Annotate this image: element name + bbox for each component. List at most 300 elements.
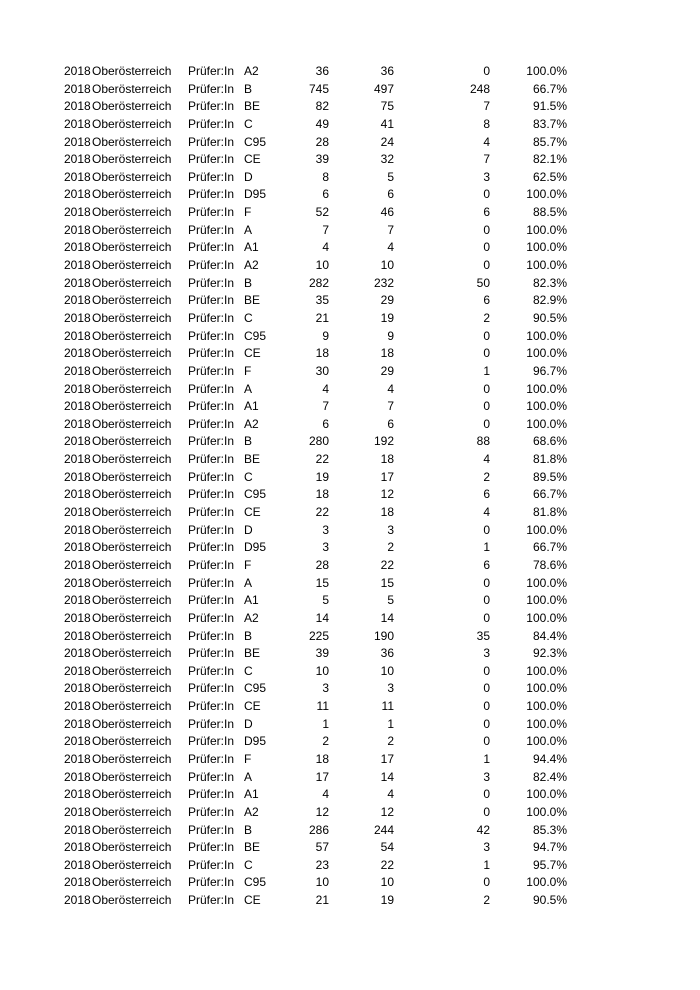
role-cell: Prüfer:In	[188, 699, 235, 714]
pass-rate-cell: 94.4%	[532, 751, 567, 766]
year-cell: 2018	[64, 822, 91, 837]
table-row	[0, 680, 700, 698]
year-cell: 2018	[64, 857, 91, 872]
total-cell: 10	[315, 875, 329, 890]
total-cell: 7	[322, 222, 329, 237]
license-class-cell: A2	[244, 610, 259, 625]
table-row	[0, 751, 700, 769]
year-cell: 2018	[64, 699, 91, 714]
passed-cell: 497	[373, 81, 394, 96]
table-row	[0, 522, 700, 540]
license-class-cell: BE	[244, 452, 261, 467]
year-cell: 2018	[64, 734, 91, 749]
table-row	[0, 769, 700, 787]
license-class-cell: A	[244, 222, 253, 237]
passed-cell: 14	[380, 769, 394, 784]
table-row	[0, 81, 700, 99]
pass-rate-cell: 83.7%	[532, 116, 567, 131]
license-class-cell: CE	[244, 346, 261, 361]
license-class-cell: A2	[244, 258, 259, 273]
total-cell: 10	[315, 663, 329, 678]
region-cell: Oberösterreich	[92, 310, 172, 325]
region-cell: Oberösterreich	[92, 205, 172, 220]
total-cell: 21	[315, 310, 329, 325]
table-row	[0, 874, 700, 892]
pass-rate-cell: 100.0%	[526, 64, 567, 78]
year-cell: 2018	[64, 557, 91, 572]
license-class-cell: BE	[244, 840, 261, 855]
year-cell: 2018	[64, 187, 91, 202]
total-cell: 282	[308, 275, 329, 290]
region-cell: Oberösterreich	[92, 505, 172, 520]
license-class-cell: A	[244, 769, 253, 784]
region-cell: Oberösterreich	[92, 363, 172, 378]
table-row	[0, 628, 700, 646]
table-row	[0, 222, 700, 240]
failed-cell: 1	[483, 857, 490, 872]
failed-cell: 0	[483, 610, 490, 625]
table-row	[0, 804, 700, 822]
table-row	[0, 663, 700, 681]
table-row	[0, 557, 700, 575]
failed-cell: 0	[483, 804, 490, 819]
failed-cell: 0	[483, 416, 490, 431]
license-class-cell: D	[244, 716, 253, 731]
license-class-cell: F	[244, 205, 252, 220]
region-cell: Oberösterreich	[92, 663, 172, 678]
license-class-cell: D95	[244, 187, 267, 202]
total-cell: 15	[315, 575, 329, 590]
region-cell: Oberösterreich	[92, 346, 172, 361]
role-cell: Prüfer:In	[188, 293, 235, 308]
pass-rate-cell: 84.4%	[532, 628, 567, 643]
license-class-cell: A	[244, 575, 253, 590]
role-cell: Prüfer:In	[188, 822, 235, 837]
license-class-cell: BE	[244, 646, 261, 661]
table-row	[0, 575, 700, 593]
total-cell: 22	[315, 452, 329, 467]
role-cell: Prüfer:In	[188, 628, 235, 643]
role-cell: Prüfer:In	[188, 81, 235, 96]
table-row	[0, 486, 700, 504]
license-class-cell: C	[244, 469, 253, 484]
total-cell: 5	[322, 593, 329, 608]
region-cell: Oberösterreich	[92, 840, 172, 855]
passed-cell: 5	[387, 169, 394, 184]
pass-rate-cell: 66.7%	[532, 81, 567, 96]
region-cell: Oberösterreich	[92, 187, 172, 202]
license-class-cell: A1	[244, 399, 259, 414]
license-class-cell: C95	[244, 681, 267, 696]
pass-rate-cell: 66.7%	[532, 487, 567, 502]
table-row	[0, 204, 700, 222]
year-cell: 2018	[64, 540, 91, 555]
passed-cell: 3	[387, 681, 394, 696]
pass-rate-cell: 100.0%	[526, 681, 567, 696]
total-cell: 39	[315, 152, 329, 167]
role-cell: Prüfer:In	[188, 152, 235, 167]
year-cell: 2018	[64, 310, 91, 325]
pass-rate-cell: 62.5%	[532, 169, 567, 184]
failed-cell: 2	[483, 469, 490, 484]
role-cell: Prüfer:In	[188, 205, 235, 220]
passed-cell: 4	[387, 381, 394, 396]
license-class-cell: A1	[244, 593, 259, 608]
failed-cell: 3	[483, 840, 490, 855]
total-cell: 4	[322, 240, 329, 255]
license-class-cell: C	[244, 663, 253, 678]
failed-cell: 88	[476, 434, 490, 449]
failed-cell: 1	[483, 540, 490, 555]
pass-rate-cell: 82.9%	[532, 293, 567, 308]
total-cell: 52	[315, 205, 329, 220]
pass-rate-cell: 78.6%	[532, 557, 567, 572]
passed-cell: 18	[380, 505, 394, 520]
region-cell: Oberösterreich	[92, 857, 172, 872]
total-cell: 12	[315, 804, 329, 819]
passed-cell: 2	[387, 734, 394, 749]
total-cell: 82	[315, 99, 329, 114]
year-cell: 2018	[64, 416, 91, 431]
failed-cell: 6	[483, 557, 490, 572]
year-cell: 2018	[64, 205, 91, 220]
year-cell: 2018	[64, 275, 91, 290]
failed-cell: 6	[483, 293, 490, 308]
passed-cell: 41	[380, 116, 394, 131]
year-cell: 2018	[64, 522, 91, 537]
table-row	[0, 433, 700, 451]
table-row	[0, 328, 700, 346]
region-cell: Oberösterreich	[92, 134, 172, 149]
passed-cell: 10	[380, 258, 394, 273]
role-cell: Prüfer:In	[188, 540, 235, 555]
table-row	[0, 645, 700, 663]
license-class-cell: C95	[244, 328, 267, 343]
failed-cell: 2	[483, 310, 490, 325]
total-cell: 8	[322, 169, 329, 184]
role-cell: Prüfer:In	[188, 310, 235, 325]
failed-cell: 0	[483, 681, 490, 696]
role-cell: Prüfer:In	[188, 169, 235, 184]
license-class-cell: CE	[244, 699, 261, 714]
total-cell: 28	[315, 557, 329, 572]
total-cell: 10	[315, 258, 329, 273]
table-row	[0, 151, 700, 169]
region-cell: Oberösterreich	[92, 293, 172, 308]
table-row	[0, 134, 700, 152]
region-cell: Oberösterreich	[92, 81, 172, 96]
role-cell: Prüfer:In	[188, 134, 235, 149]
total-cell: 3	[322, 681, 329, 696]
role-cell: Prüfer:In	[188, 434, 235, 449]
role-cell: Prüfer:In	[188, 187, 235, 202]
pass-rate-cell: 82.4%	[532, 769, 567, 784]
year-cell: 2018	[64, 328, 91, 343]
year-cell: 2018	[64, 81, 91, 96]
failed-cell: 0	[483, 381, 490, 396]
total-cell: 39	[315, 646, 329, 661]
region-cell: Oberösterreich	[92, 716, 172, 731]
year-cell: 2018	[64, 751, 91, 766]
year-cell: 2018	[64, 716, 91, 731]
role-cell: Prüfer:In	[188, 857, 235, 872]
region-cell: Oberösterreich	[92, 681, 172, 696]
passed-cell: 1	[387, 716, 394, 731]
table-row	[0, 186, 700, 204]
pass-rate-cell: 100.0%	[526, 875, 567, 890]
failed-cell: 0	[483, 240, 490, 255]
failed-cell: 1	[483, 751, 490, 766]
pass-rate-cell: 100.0%	[526, 610, 567, 625]
year-cell: 2018	[64, 399, 91, 414]
year-cell: 2018	[64, 452, 91, 467]
role-cell: Prüfer:In	[188, 258, 235, 273]
table-row	[0, 822, 700, 840]
failed-cell: 0	[483, 875, 490, 890]
pass-rate-cell: 100.0%	[526, 522, 567, 537]
role-cell: Prüfer:In	[188, 505, 235, 520]
pass-rate-cell: 85.3%	[532, 822, 567, 837]
license-class-cell: C	[244, 857, 253, 872]
region-cell: Oberösterreich	[92, 593, 172, 608]
pass-rate-cell: 96.7%	[532, 363, 567, 378]
region-cell: Oberösterreich	[92, 222, 172, 237]
region-cell: Oberösterreich	[92, 557, 172, 572]
region-cell: Oberösterreich	[92, 822, 172, 837]
pass-rate-cell: 100.0%	[526, 734, 567, 749]
license-class-cell: C95	[244, 875, 267, 890]
region-cell: Oberösterreich	[92, 734, 172, 749]
failed-cell: 6	[483, 487, 490, 502]
pass-rate-cell: 100.0%	[526, 575, 567, 590]
license-class-cell: B	[244, 434, 253, 449]
table-row	[0, 733, 700, 751]
table-row	[0, 716, 700, 734]
passed-cell: 5	[387, 593, 394, 608]
table-row	[0, 239, 700, 257]
passed-cell: 9	[387, 328, 394, 343]
role-cell: Prüfer:In	[188, 840, 235, 855]
passed-cell: 19	[380, 310, 394, 325]
passed-cell: 12	[380, 487, 394, 502]
year-cell: 2018	[64, 363, 91, 378]
total-cell: 19	[315, 469, 329, 484]
license-class-cell: CE	[244, 893, 261, 908]
failed-cell: 7	[483, 152, 490, 167]
role-cell: Prüfer:In	[188, 734, 235, 749]
failed-cell: 1	[483, 363, 490, 378]
region-cell: Oberösterreich	[92, 116, 172, 131]
table-row	[0, 857, 700, 875]
pass-rate-cell: 100.0%	[526, 258, 567, 273]
pass-rate-cell: 100.0%	[526, 699, 567, 714]
total-cell: 6	[322, 416, 329, 431]
license-class-cell: A2	[244, 64, 259, 78]
license-class-cell: A1	[244, 240, 259, 255]
role-cell: Prüfer:In	[188, 469, 235, 484]
role-cell: Prüfer:In	[188, 381, 235, 396]
role-cell: Prüfer:In	[188, 575, 235, 590]
passed-cell: 36	[380, 64, 394, 78]
passed-cell: 12	[380, 804, 394, 819]
pass-rate-cell: 100.0%	[526, 593, 567, 608]
passed-cell: 18	[380, 346, 394, 361]
pass-rate-cell: 100.0%	[526, 346, 567, 361]
region-cell: Oberösterreich	[92, 381, 172, 396]
role-cell: Prüfer:In	[188, 875, 235, 890]
total-cell: 9	[322, 328, 329, 343]
region-cell: Oberösterreich	[92, 275, 172, 290]
passed-cell: 54	[380, 840, 394, 855]
table-row	[0, 592, 700, 610]
year-cell: 2018	[64, 99, 91, 114]
region-cell: Oberösterreich	[92, 434, 172, 449]
failed-cell: 50	[476, 275, 490, 290]
region-cell: Oberösterreich	[92, 452, 172, 467]
total-cell: 3	[322, 540, 329, 555]
year-cell: 2018	[64, 469, 91, 484]
total-cell: 286	[308, 822, 329, 837]
role-cell: Prüfer:In	[188, 363, 235, 378]
failed-cell: 0	[483, 734, 490, 749]
region-cell: Oberösterreich	[92, 769, 172, 784]
passed-cell: 6	[387, 187, 394, 202]
region-cell: Oberösterreich	[92, 416, 172, 431]
table-row	[0, 363, 700, 381]
pass-rate-cell: 82.1%	[532, 152, 567, 167]
pass-rate-cell: 89.5%	[532, 469, 567, 484]
role-cell: Prüfer:In	[188, 769, 235, 784]
region-cell: Oberösterreich	[92, 99, 172, 114]
passed-cell: 2	[387, 540, 394, 555]
total-cell: 28	[315, 134, 329, 149]
table-row	[0, 504, 700, 522]
license-class-cell: D95	[244, 540, 267, 555]
pass-rate-cell: 100.0%	[526, 381, 567, 396]
pass-rate-cell: 92.3%	[532, 646, 567, 661]
pass-rate-cell: 68.6%	[532, 434, 567, 449]
license-class-cell: A	[244, 381, 253, 396]
passed-cell: 19	[380, 893, 394, 908]
license-class-cell: D95	[244, 734, 267, 749]
passed-cell: 22	[380, 557, 394, 572]
year-cell: 2018	[64, 169, 91, 184]
region-cell: Oberösterreich	[92, 469, 172, 484]
region-cell: Oberösterreich	[92, 540, 172, 555]
failed-cell: 248	[469, 81, 490, 96]
table-row	[0, 292, 700, 310]
passed-cell: 3	[387, 522, 394, 537]
total-cell: 22	[315, 505, 329, 520]
passed-cell: 15	[380, 575, 394, 590]
role-cell: Prüfer:In	[188, 751, 235, 766]
failed-cell: 0	[483, 716, 490, 731]
license-class-cell: D	[244, 522, 253, 537]
license-class-cell: BE	[244, 293, 261, 308]
table-row	[0, 257, 700, 275]
role-cell: Prüfer:In	[188, 663, 235, 678]
year-cell: 2018	[64, 487, 91, 502]
role-cell: Prüfer:In	[188, 452, 235, 467]
region-cell: Oberösterreich	[92, 646, 172, 661]
table-row	[0, 275, 700, 293]
license-class-cell: B	[244, 81, 253, 96]
license-class-cell: C95	[244, 487, 267, 502]
total-cell: 4	[322, 787, 329, 802]
pass-rate-cell: 94.7%	[532, 840, 567, 855]
total-cell: 280	[308, 434, 329, 449]
pass-rate-cell: 82.3%	[532, 275, 567, 290]
role-cell: Prüfer:In	[188, 399, 235, 414]
year-cell: 2018	[64, 152, 91, 167]
passed-cell: 14	[380, 610, 394, 625]
role-cell: Prüfer:In	[188, 557, 235, 572]
license-class-cell: CE	[244, 152, 261, 167]
failed-cell: 0	[483, 187, 490, 202]
role-cell: Prüfer:In	[188, 64, 235, 78]
total-cell: 17	[315, 769, 329, 784]
region-cell: Oberösterreich	[92, 575, 172, 590]
failed-cell: 4	[483, 505, 490, 520]
total-cell: 1	[322, 716, 329, 731]
pass-rate-cell: 81.8%	[532, 505, 567, 520]
pass-rate-cell: 91.5%	[532, 99, 567, 114]
pass-rate-cell: 90.5%	[532, 310, 567, 325]
failed-cell: 7	[483, 99, 490, 114]
license-class-cell: C95	[244, 134, 267, 149]
failed-cell: 0	[483, 787, 490, 802]
failed-cell: 42	[476, 822, 490, 837]
year-cell: 2018	[64, 434, 91, 449]
failed-cell: 4	[483, 452, 490, 467]
failed-cell: 4	[483, 134, 490, 149]
failed-cell: 0	[483, 222, 490, 237]
passed-cell: 7	[387, 222, 394, 237]
pass-rate-cell: 100.0%	[526, 416, 567, 431]
pass-rate-cell: 66.7%	[532, 540, 567, 555]
license-class-cell: B	[244, 275, 253, 290]
total-cell: 30	[315, 363, 329, 378]
role-cell: Prüfer:In	[188, 240, 235, 255]
year-cell: 2018	[64, 64, 91, 78]
total-cell: 57	[315, 840, 329, 855]
region-cell: Oberösterreich	[92, 628, 172, 643]
table-row	[0, 345, 700, 363]
failed-cell: 0	[483, 258, 490, 273]
region-cell: Oberösterreich	[92, 610, 172, 625]
total-cell: 745	[308, 81, 329, 96]
total-cell: 21	[315, 893, 329, 908]
table-row	[0, 610, 700, 628]
role-cell: Prüfer:In	[188, 804, 235, 819]
license-class-cell: BE	[244, 99, 261, 114]
table-row	[0, 310, 700, 328]
license-class-cell: A2	[244, 416, 259, 431]
passed-cell: 190	[373, 628, 394, 643]
passed-cell: 29	[380, 363, 394, 378]
license-class-cell: CE	[244, 505, 261, 520]
region-cell: Oberösterreich	[92, 875, 172, 890]
year-cell: 2018	[64, 893, 91, 908]
total-cell: 49	[315, 116, 329, 131]
table-row	[0, 539, 700, 557]
role-cell: Prüfer:In	[188, 222, 235, 237]
pass-rate-cell: 100.0%	[526, 787, 567, 802]
region-cell: Oberösterreich	[92, 893, 172, 908]
passed-cell: 232	[373, 275, 394, 290]
license-class-cell: C	[244, 116, 253, 131]
year-cell: 2018	[64, 293, 91, 308]
